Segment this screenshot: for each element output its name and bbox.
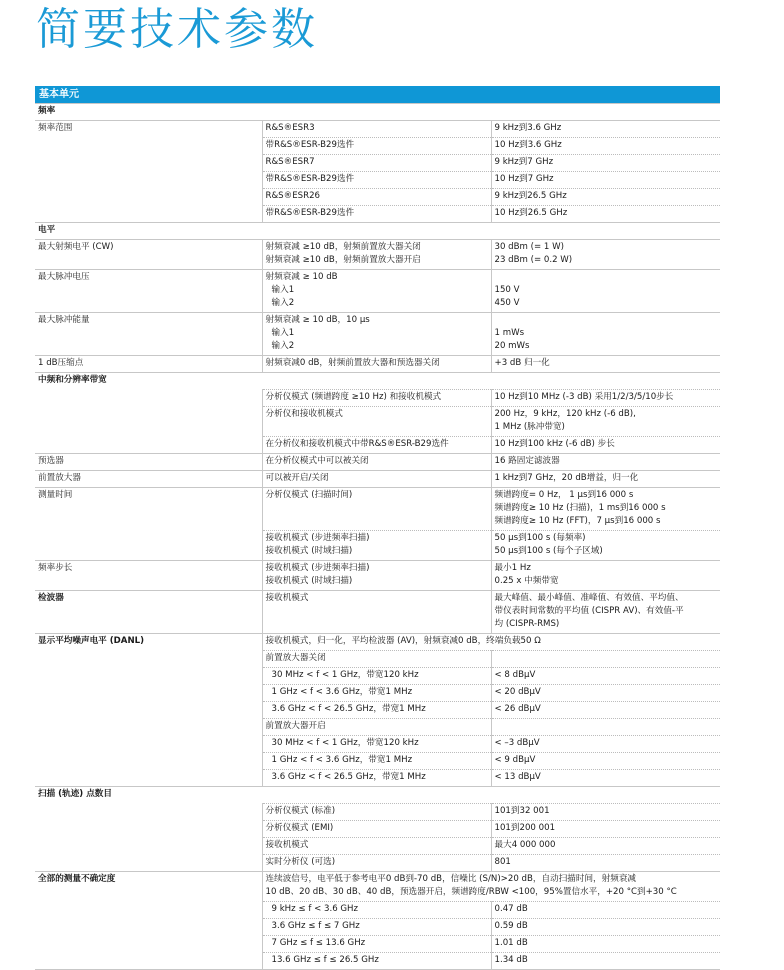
spec-text: 分析仪和接收机模式 [265,409,343,419]
param-value [491,821,720,838]
param-name [35,804,262,821]
table-row [35,454,720,471]
spec-text: 分析仪模式 (EMI) [265,823,334,833]
param-condition [262,121,491,138]
param-name [35,172,262,189]
table-row [35,753,720,770]
spec-text: 10 Hz到3.6 GHz [494,140,562,150]
table-row [35,591,720,634]
spec-text: 10 Hz到10 MHz (-3 dB) 采用1/2/3/5/10步长 [494,392,674,402]
spec-text: 1 kHz到7 GHz，20 dB增益，归一化 [494,473,639,483]
spec-text: < –3 dBµV [494,738,540,748]
param-name [35,356,262,373]
spec-text: 0.59 dB [494,921,528,931]
param-condition [262,804,491,821]
spec-text: 9 kHz ≤ f < 3.6 GHz [271,904,359,914]
spec-text: 检波器 [38,593,64,603]
param-name [35,531,262,561]
table-row [35,872,720,902]
table-row [35,770,720,787]
param-condition [262,736,491,753]
spec-text: 7 GHz ≤ f ≤ 13.6 GHz [271,938,366,948]
spec-line: 射频衰减 ≥ 10 dB [265,272,338,282]
spec-text: 3.6 GHz < f < 26.5 GHz，带宽1 MHz [271,772,426,782]
spec-text: +3 dB 归一化 [494,358,550,368]
param-value [491,561,720,591]
param-condition [262,821,491,838]
param-condition [262,138,491,155]
table-row [35,155,720,172]
table-row [35,407,720,437]
param-name [35,313,262,356]
table-row [35,838,720,855]
spec-line: 射频衰减 ≥ 10 dB，10 µs [265,315,370,325]
spec-line: 10 dB、20 dB、30 dB、40 dB，预选器开启，频谱跨度/RBW <100，95%置信水平，+20 °C到+30 °C [265,887,677,897]
spec-line: 带仪表时间常数的平均值 (CISPR AV)、有效值-平 [494,606,684,616]
spec-line: 最小1 Hz [494,563,531,573]
spec-text: 3.6 GHz ≤ f ≤ 7 GHz [271,921,360,931]
spec-text: 9 kHz到7 GHz [494,157,554,167]
spec-text: 显示平均噪声电平 (DANL) [38,636,145,646]
spec-text: 分析仪模式 (频谱跨度 ≥10 Hz) 和接收机模式 [265,392,442,402]
spec-text: 3.6 GHz < f < 26.5 GHz，带宽1 MHz [271,704,426,714]
spec-line: 频谱跨度≥ 10 Hz (FFT)，7 µs到16 000 s [494,516,661,526]
param-condition [262,919,491,936]
spec-text: 101到32 001 [494,806,550,816]
param-condition [262,753,491,770]
param-condition [262,702,491,719]
spec-text: 1 GHz < f < 3.6 GHz，带宽1 MHz [271,687,413,697]
table-row [35,138,720,155]
param-condition [262,685,491,702]
param-value [491,189,720,206]
spec-sheet [35,86,720,970]
param-name [35,138,262,155]
param-value [491,437,720,454]
table-row [35,719,720,736]
param-condition [262,634,720,651]
table-row [35,702,720,719]
spec-line: 0.25 x 中频带宽 [494,576,559,586]
table-row [35,313,720,356]
param-value [491,172,720,189]
param-condition [262,561,491,591]
spec-text: 带R&S®ESR-B29选件 [265,174,355,184]
spec-text: 扫描 (轨迹) 点数目 [38,789,112,799]
param-condition [262,770,491,787]
param-name [35,407,262,437]
param-name [35,488,262,531]
param-condition [262,488,491,531]
table-row [35,561,720,591]
param-condition [262,356,491,373]
param-name [35,206,262,223]
spec-text: 在分析仪模式中可以被关闭 [265,456,369,466]
param-condition [262,902,491,919]
param-value [491,313,720,356]
param-name [35,702,262,719]
table-row [35,356,720,373]
spec-text: < 9 dBµV [494,755,536,765]
param-condition [262,872,720,902]
param-name [35,719,262,736]
param-condition [262,471,491,488]
param-value [491,855,720,872]
param-name [35,189,262,206]
param-name [35,753,262,770]
param-value [491,668,720,685]
spec-text: 可以被开启/关闭 [265,473,329,483]
param-value [491,454,720,471]
table-row [35,531,720,561]
param-name [35,936,262,953]
param-name [35,270,262,313]
param-name [35,437,262,454]
spec-text: 801 [494,857,511,867]
param-name [35,770,262,787]
table-row [35,804,720,821]
param-name [35,471,262,488]
param-value [491,121,720,138]
param-condition [262,270,491,313]
section-heading [35,373,720,390]
spec-line [495,314,718,327]
param-condition [262,437,491,454]
param-value [491,138,720,155]
spec-line: 频谱跨度= 0 Hz， 1 µs到16 000 s [494,490,634,500]
param-value [491,407,720,437]
param-condition [262,172,491,189]
param-name [35,240,262,270]
param-value [491,488,720,531]
param-name [35,919,262,936]
table-row [35,736,720,753]
spec-table [35,103,720,970]
spec-text: 实时分析仪 (可选) [265,857,336,867]
param-value [491,953,720,970]
spec-text: 频率范围 [38,123,73,133]
spec-line: 接收机模式 (时域扫描) [265,576,353,586]
spec-line [495,271,718,284]
param-name [35,838,262,855]
param-name [35,634,262,651]
param-name [35,155,262,172]
param-condition [262,668,491,685]
spec-text: 全部的测量不确定度 [38,874,116,884]
spec-text: 前置放大器 [38,473,81,483]
table-row [35,953,720,970]
param-value [491,531,720,561]
param-condition [262,953,491,970]
spec-text: 16 路固定滤波器 [494,456,560,466]
spec-text: 10 Hz到100 kHz (-6 dB) 步长 [494,439,615,449]
table-row [35,189,720,206]
section-row [35,373,720,390]
param-condition [262,591,491,634]
spec-text: 最大脉冲能量 [38,315,90,325]
spec-line: 频谱跨度≥ 10 Hz (扫描)，1 ms到16 000 s [494,503,666,513]
spec-text: 101到200 001 [494,823,556,833]
section-row [35,223,720,240]
spec-text: 1 dB压缩点 [38,358,84,368]
param-condition [262,313,491,356]
param-condition [262,155,491,172]
spec-text: 预选器 [38,456,64,466]
param-condition [262,651,491,668]
param-condition [262,855,491,872]
param-value [491,838,720,855]
param-value [491,155,720,172]
param-value [491,936,720,953]
param-value [491,753,720,770]
spec-line: 最大峰值、最小峰值、准峰值、有效值、平均值、 [494,593,684,603]
spec-line: 23 dBm (= 0.2 W) [494,255,573,265]
spec-text: 测量时间 [38,490,73,500]
section-heading [35,223,720,240]
spec-line: 输入1 [271,328,295,338]
spec-line: 均 (CISPR-RMS) [494,619,560,629]
param-name [35,561,262,591]
spec-text: 最大脉冲电压 [38,272,90,282]
table-row [35,471,720,488]
spec-text: 接收机模式，归一化，平均检波器 (AV)，射频衰减0 dB，终端负载50 Ω [265,636,541,646]
spec-text: 带R&S®ESR-B29选件 [265,208,355,218]
spec-text: 最大4 000 000 [494,840,556,850]
spec-line: 200 Hz，9 kHz，120 kHz (-6 dB), [494,409,636,419]
table-row [35,634,720,651]
spec-text: 1 GHz < f < 3.6 GHz，带宽1 MHz [271,755,413,765]
spec-table-body [35,104,720,970]
param-condition [262,390,491,407]
spec-text: 9 kHz到3.6 GHz [494,123,562,133]
table-row [35,172,720,189]
spec-text: < 8 dBµV [494,670,536,680]
param-value [491,270,720,313]
spec-text: 接收机模式 [265,593,309,603]
spec-text: 前置放大器开启 [265,721,326,731]
spec-text: 9 kHz到26.5 GHz [494,191,567,201]
param-value [491,240,720,270]
param-value [491,591,720,634]
param-value [491,719,720,736]
param-name [35,685,262,702]
param-name [35,736,262,753]
param-value [491,736,720,753]
section-heading [35,104,720,121]
spec-line: 1 MHz (脉冲带宽) [494,422,565,432]
spec-line: 1 mWs [494,328,525,338]
table-row [35,855,720,872]
param-name [35,953,262,970]
table-row [35,206,720,223]
spec-line: 射频衰减 ≥10 dB，射频前置放大器开启 [265,255,421,265]
param-value [491,804,720,821]
param-value [491,770,720,787]
spec-line: 连续波信号，电平低于参考电平0 dB到-70 dB，信噪比 (S/N)>20 dB，自动扫描时间，射频衰减 [265,874,637,884]
spec-text: 在分析仪和接收机模式中带R&S®ESR-B29选件 [265,439,449,449]
spec-line: 输入2 [271,341,295,351]
spec-text: 射频衰减0 dB，射频前置放大器和预选器关闭 [265,358,440,368]
param-value [491,651,720,668]
param-value [491,702,720,719]
spec-text: 接收机模式 [265,840,309,850]
table-row [35,390,720,407]
spec-line: 150 V [494,285,520,295]
table-row [35,668,720,685]
section-heading [35,787,720,804]
param-name [35,591,262,634]
table-row [35,902,720,919]
table-row [35,936,720,953]
param-name [35,668,262,685]
spec-text: 分析仪模式 (扫描时间) [265,490,353,500]
param-name [35,855,262,872]
param-name [35,821,262,838]
spec-text: < 13 dBµV [494,772,541,782]
spec-text: < 20 dBµV [494,687,541,697]
spec-line: 50 µs到100 s (每个子区域) [494,546,603,556]
spec-text: 10 Hz到26.5 GHz [494,208,568,218]
table-row [35,240,720,270]
table-row [35,821,720,838]
section-row [35,104,720,121]
spec-text: 分析仪模式 (标准) [265,806,336,816]
spec-text: 13.6 GHz ≤ f ≤ 26.5 GHz [271,955,379,965]
param-condition [262,719,491,736]
param-condition [262,189,491,206]
spec-line: 20 mWs [494,341,530,351]
spec-text: < 26 dBµV [494,704,541,714]
param-condition [262,206,491,223]
param-condition [262,240,491,270]
spec-text: R&S®ESR26 [265,191,321,201]
param-name [35,390,262,407]
param-name [35,454,262,471]
table-row [35,651,720,668]
spec-line: 输入2 [271,298,295,308]
spec-text: 前置放大器关闭 [265,653,326,663]
param-condition [262,838,491,855]
spec-text: 0.47 dB [494,904,528,914]
param-name [35,121,262,138]
param-condition [262,454,491,471]
spec-text: 频率步长 [38,563,73,573]
spec-line: 射频衰减 ≥10 dB，射频前置放大器关闭 [265,242,421,252]
spec-line: 30 dBm (= 1 W) [494,242,564,252]
param-name [35,872,262,902]
page-title: 简要技术参数 [36,4,318,55]
spec-text: 电平 [38,225,56,235]
spec-text: 最大射频电平 (CW) [38,242,114,252]
table-row [35,919,720,936]
param-condition [262,936,491,953]
table-row [35,121,720,138]
param-name [35,651,262,668]
table-row [35,270,720,313]
param-value [491,902,720,919]
param-value [491,390,720,407]
spec-line: 输入1 [271,285,295,295]
param-value [491,206,720,223]
param-name [35,902,262,919]
spec-text: 30 MHz < f < 1 GHz，带宽120 kHz [271,670,419,680]
spec-line: 450 V [494,298,520,308]
param-value [491,471,720,488]
spec-text: 1.34 dB [494,955,528,965]
param-value [491,356,720,373]
spec-text: 带R&S®ESR-B29选件 [265,140,355,150]
table-row [35,488,720,531]
param-condition [262,531,491,561]
table-row [35,685,720,702]
section-band: 基本单元 [35,86,720,103]
spec-line: 接收机模式 (步进频率扫描) [265,563,370,573]
param-value [491,919,720,936]
table-row [35,437,720,454]
spec-text: R&S®ESR3 [265,123,315,133]
param-value [491,685,720,702]
spec-line: 接收机模式 (步进频率扫描) [265,533,370,543]
spec-text: 10 Hz到7 GHz [494,174,554,184]
spec-line: 接收机模式 (时域扫描) [265,546,353,556]
spec-text: 中频和分辨率带宽 [38,375,107,385]
spec-text: R&S®ESR7 [265,157,315,167]
spec-text: 频率 [38,106,56,116]
spec-text: 1.01 dB [494,938,528,948]
spec-text: 30 MHz < f < 1 GHz，带宽120 kHz [271,738,419,748]
param-condition [262,407,491,437]
section-row [35,787,720,804]
spec-line: 50 µs到100 s (每频率) [494,533,586,543]
